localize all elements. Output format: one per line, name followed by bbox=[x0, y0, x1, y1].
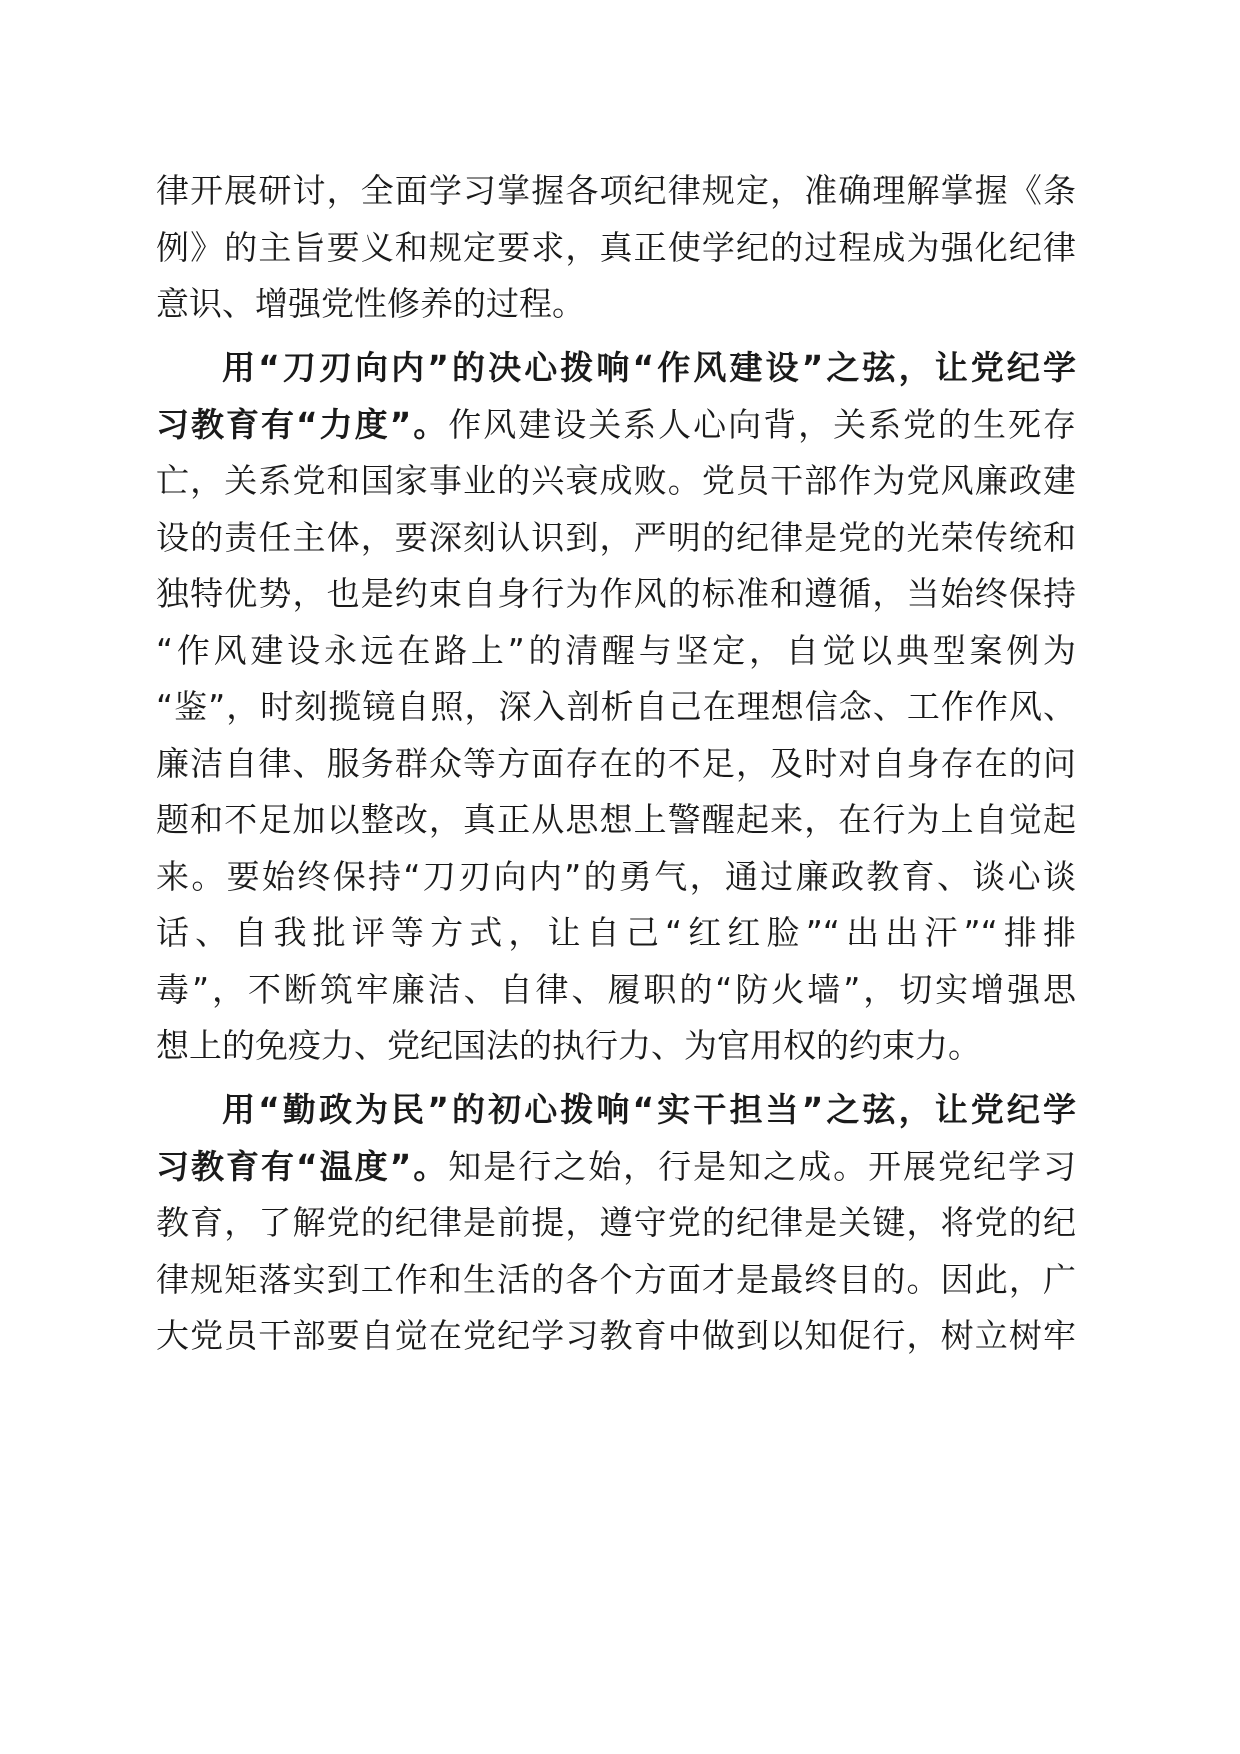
text-line: 廉洁自律、服务群众等方面存在的不足，及时对自身存在的问 bbox=[156, 744, 1076, 783]
section-heading-tail: 习教育有“温度”。 bbox=[156, 1147, 449, 1186]
text-line: 话、自我批评等方式，让自己“红红脸”“出出汗”“排排 bbox=[156, 913, 1076, 952]
text-line: 律规矩落实到工作和生活的各个方面才是最终目的。因此，广 bbox=[156, 1260, 1076, 1299]
section-heading-tail: 习教育有“力度”。 bbox=[156, 405, 449, 444]
text-line bbox=[156, 1135, 1076, 1199]
text-line: 教育，了解党的纪律是前提，遵守党的纪律是关键，将党的纪 bbox=[156, 1203, 1076, 1242]
text-line: 大党员干部要自觉在党纪学习教育中做到以知促行，树立树牢 bbox=[156, 1316, 1076, 1355]
section-heading-line: 用“刀刃向内”的决心拨响“作风建设”之弦，让党纪学 bbox=[222, 348, 1076, 387]
text-line: 亡，关系党和国家事业的兴衰成败。党员干部作为党风廉政建 bbox=[156, 461, 1076, 500]
text-line: 题和不足加以整改，真正从思想上警醒起来，在行为上自觉起 bbox=[156, 800, 1076, 839]
text-span: 作风建设关系人心向背，关系党的生死存 bbox=[448, 405, 1076, 444]
section-heading-line: 用“勤政为民”的初心拨响“实干担当”之弦，让党纪学 bbox=[222, 1090, 1076, 1129]
text-line: 设的责任主体，要深刻认识到，严明的纪律是党的光荣传统和 bbox=[156, 518, 1076, 557]
text-line: “鉴”，时刻揽镜自照，深入剖析自己在理想信念、工作作风、 bbox=[156, 687, 1076, 726]
text-line bbox=[156, 393, 1076, 457]
text-line: “作风建设永远在路上”的清醒与坚定，自觉以典型案例为 bbox=[156, 631, 1076, 670]
text-line: 例》的主旨要义和规定要求，真正使学纪的过程成为强化纪律 bbox=[156, 228, 1076, 267]
text-line: 独特优势，也是约束自身行为作风的标准和遵循，当始终保持 bbox=[156, 574, 1076, 613]
text-line: 毒”，不断筑牢廉洁、自律、履职的“防火墙”，切实增强思 bbox=[156, 970, 1076, 1009]
text-line: 意识、增强党性修养的过程。 bbox=[156, 284, 585, 323]
text-line: 想上的免疫力、党纪国法的执行力、为官用权的约束力。 bbox=[156, 1026, 981, 1065]
text-line: 律开展研讨，全面学习掌握各项纪律规定，准确理解掌握《条 bbox=[156, 171, 1076, 210]
text-line: 来。要始终保持“刀刃向内”的勇气，通过廉政教育、谈心谈 bbox=[156, 857, 1076, 896]
text-span: 知是行之始，行是知之成。开展党纪学习 bbox=[448, 1147, 1076, 1186]
